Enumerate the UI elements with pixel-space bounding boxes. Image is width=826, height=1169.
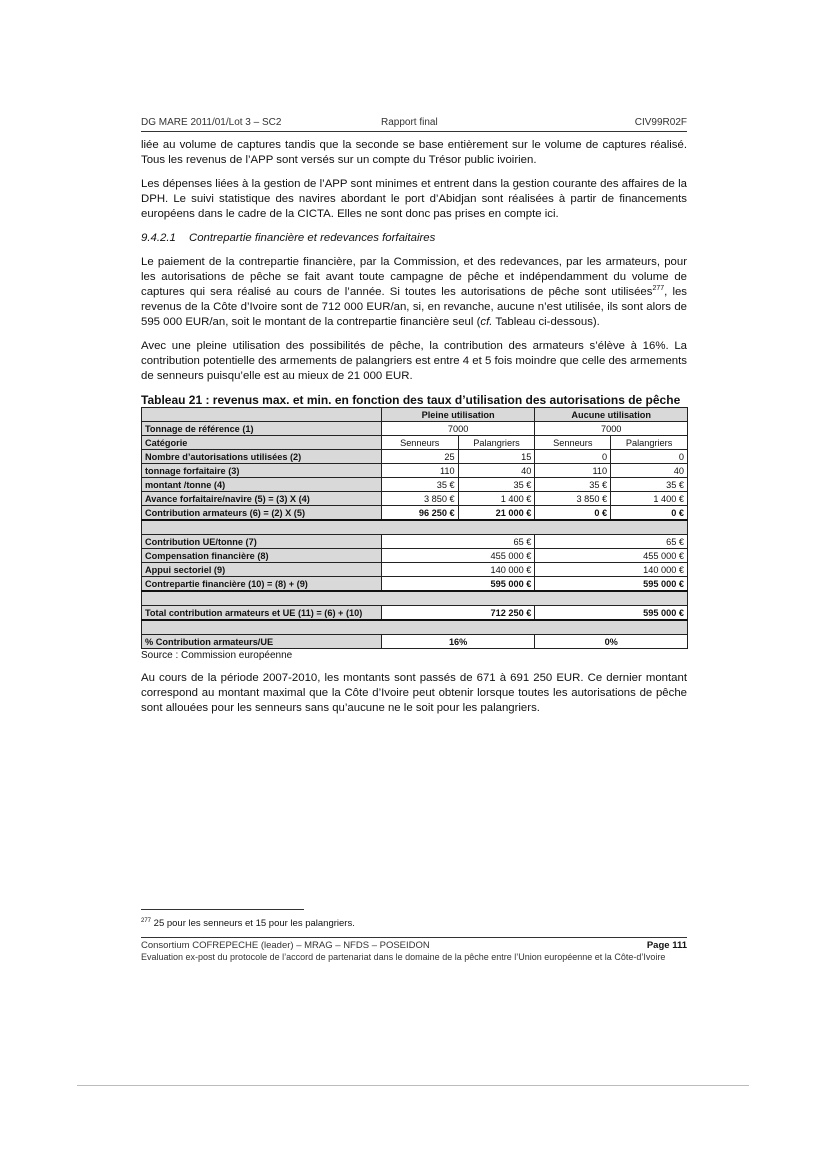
tonnage-none: 7000 (535, 422, 688, 436)
table-cell: 595 000 € (381, 577, 535, 592)
row-label: Nombre d’autorisations utilisées (2) (142, 450, 382, 464)
table-spacer-row (142, 591, 688, 606)
table-cell: 35 € (535, 478, 611, 492)
row-label: Contrepartie financière (10) = (8) + (9) (142, 577, 382, 592)
section-title: Contrepartie financière et redevances forfaitaires (189, 232, 436, 244)
footnote-number: 277 (141, 918, 152, 924)
table-cell: 1 400 € (458, 492, 535, 506)
table-cell: 65 € (535, 535, 688, 549)
row-label: Total contribution armateurs et UE (11) = (6) + (10) (142, 606, 382, 621)
row-label: % Contribution armateurs/UE (142, 635, 382, 649)
page-footer (141, 937, 687, 962)
paragraph-3-cf: cf. (480, 316, 493, 328)
document-body (141, 138, 687, 725)
category-senneurs-full: Senneurs (381, 436, 458, 450)
footnote (141, 918, 355, 929)
table-cell: 0 (535, 450, 611, 464)
paragraph-4: Avec une pleine utilisation des possibilités de pêche, la contribution des armateurs s’élève à 16%. La contribution potentielle des armements de palangriers est entre 4 et 5 fois moindre que celle des armements de senneurs puisqu’elle est au mieux de 21 000 EUR. (141, 340, 687, 382)
table-cell: 25 (381, 450, 458, 464)
header-report-type: Rapport final (381, 117, 438, 128)
row-label: Contribution armateurs (6) = (2) X (5) (142, 506, 382, 521)
table-cell: 16% (381, 635, 535, 649)
group-full-use: Pleine utilisation (381, 408, 535, 422)
table-cell: 3 850 € (381, 492, 458, 506)
category-palangriers-full: Palangriers (458, 436, 535, 450)
paragraph-1: liée au volume de captures tandis que la seconde se base entièrement sur le volume de captures réalisé. Tous les revenus de l’APP sont versés sur un compte du Trésor public ivoirien. (141, 139, 687, 166)
table-cell: 40 (611, 464, 688, 478)
row-label: Appui sectoriel (9) (142, 563, 382, 577)
table-spacer-row (142, 620, 688, 635)
table-corner-cell (142, 408, 382, 422)
tonnage-full: 7000 (381, 422, 535, 436)
table-row (142, 492, 688, 506)
group-no-use: Aucune utilisation (535, 408, 688, 422)
table-row (142, 549, 688, 563)
total-row (142, 606, 688, 621)
paragraph-3-part-c: Tableau ci-dessous). (492, 316, 600, 328)
footnote-reference[interactable]: 277 (652, 285, 665, 292)
paragraph-5: Au cours de la période 2007-2010, les montants sont passés de 671 à 691 250 EUR. Ce dernier montant correspond au montant maximal que la Côte d’Ivoire peut obtenir lorsque toutes les autorisations de pêche sont allouées pour les senneurs sans qu’aucune ne le soit pour les palangriers. (141, 672, 687, 714)
table-cell: 3 850 € (535, 492, 611, 506)
table-cell: 35 € (458, 478, 535, 492)
table-row (142, 464, 688, 478)
table-cell: 35 € (611, 478, 688, 492)
table-row (142, 506, 688, 521)
table-row (142, 535, 688, 549)
row-label: Compensation financière (8) (142, 549, 382, 563)
row-label: Avance forfaitaire/navire (5) = (3) X (4) (142, 492, 382, 506)
revenue-table (141, 407, 688, 649)
row-label: Contribution UE/tonne (7) (142, 535, 382, 549)
tonnage-label: Tonnage de référence (1) (142, 422, 382, 436)
table-cell: 140 000 € (535, 563, 688, 577)
category-senneurs-none: Senneurs (535, 436, 611, 450)
table-cell: 35 € (381, 478, 458, 492)
table-cell: 21 000 € (458, 506, 535, 521)
paragraph-3-part-a: Le paiement de la contrepartie financière, par la Commission, et des redevances, par les armateurs, pour les autorisations de pêche se fait avant toute campagne de pêche et indépendamment du volume de captures qui sera réalisé au cours de l’année. Si toutes les autorisations de pêche sont utilisées (141, 256, 687, 298)
category-row (142, 436, 688, 450)
paragraph-3 (141, 255, 687, 330)
table-row (142, 478, 688, 492)
table-cell: 0 € (611, 506, 688, 521)
table-cell: 40 (458, 464, 535, 478)
table-row (142, 563, 688, 577)
page-bottom-divider (77, 1085, 749, 1086)
table-cell: 15 (458, 450, 535, 464)
table-cell: 1 400 € (611, 492, 688, 506)
table-cell: 140 000 € (381, 563, 535, 577)
row-label: tonnage forfaitaire (3) (142, 464, 382, 478)
footnote-text: 25 pour les senneurs et 15 pour les palangriers. (151, 918, 355, 929)
table-cell: 0% (535, 635, 688, 649)
table-cell: 455 000 € (381, 549, 535, 563)
paragraph-3-part-b: , les revenus de la Côte d’Ivoire sont de 712 000 EUR/an, si, en revanche, aucune n’est utilisée, ils sont alors de 595 000 EUR/an, soit le montant de la contrepartie financière seul ( (141, 286, 688, 328)
table-cell: 110 (535, 464, 611, 478)
row-label: montant /tonne (4) (142, 478, 382, 492)
percentage-row (142, 635, 688, 649)
table-cell: 110 (381, 464, 458, 478)
table-cell: 712 250 € (381, 606, 535, 621)
table-source: Source : Commission européenne (141, 650, 293, 661)
paragraph-2: Les dépenses liées à la gestion de l’APP sont minimes et entrent dans la gestion courante des affaires de la DPH. Le suivi statistique des navires abordant le port d’Abidjan sont réalisées à partir de financements européens dans le cadre de la CICTA. Elles ne sont donc pas prises en compte ici. (141, 178, 687, 220)
table-spacer-row (142, 520, 688, 535)
table-cell: 595 000 € (535, 577, 688, 592)
footer-consortium: Consortium COFREPECHE (leader) – MRAG – NFDS – POSEIDON (141, 940, 430, 951)
footnote-divider (141, 909, 304, 910)
section-heading (141, 231, 687, 246)
table-cell: 455 000 € (535, 549, 688, 563)
table-cell: 0 (611, 450, 688, 464)
table-row (142, 450, 688, 464)
page-number: Page 111 (646, 940, 687, 951)
category-label: Catégorie (142, 436, 382, 450)
table-cell: 65 € (381, 535, 535, 549)
category-palangriers-none: Palangriers (611, 436, 688, 450)
header-code: CIV99R02F (634, 117, 687, 128)
tonnage-row (142, 422, 688, 436)
footer-description: Evaluation ex-post du protocole de l’accord de partenariat dans le domaine de la pêche entre l’Union européenne et la Côte-d’Ivoire (141, 952, 666, 962)
table-row (142, 577, 688, 592)
page-header (141, 117, 687, 132)
section-number: 9.4.2.1 (141, 232, 176, 244)
table-cell: 0 € (535, 506, 611, 521)
header-reference: DG MARE 2011/01/Lot 3 – SC2 (141, 117, 282, 128)
table-group-header-row (142, 408, 688, 422)
table-cell: 96 250 € (381, 506, 458, 521)
table-cell: 595 000 € (535, 606, 688, 621)
table-caption: Tableau 21 : revenus max. et min. en fonction des taux d’utilisation des autorisations de pêche (141, 393, 681, 407)
